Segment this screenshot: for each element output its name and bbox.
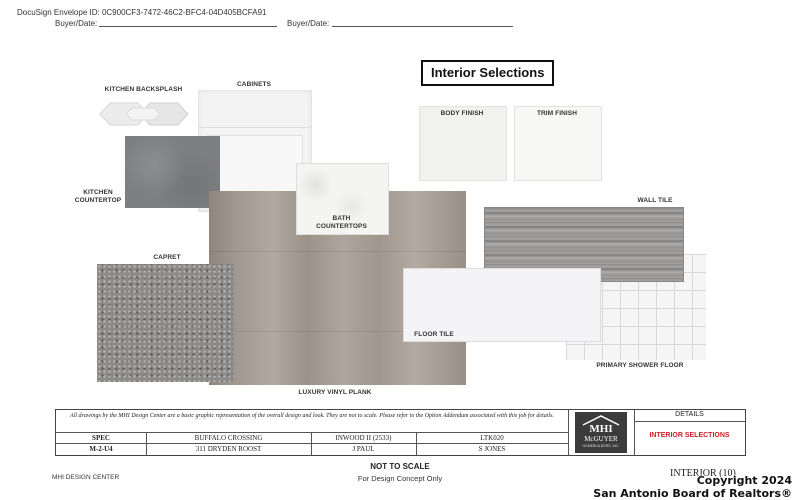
title-block xyxy=(55,409,746,456)
details-label: DETAILS xyxy=(675,411,704,418)
community-name: BUFFALO CROSSING xyxy=(194,434,263,442)
wall-tile-label: WALL TILE xyxy=(637,197,673,204)
lot-number: LTK020 xyxy=(480,434,504,442)
body-finish-label: BODY FINISH xyxy=(440,110,484,117)
footer-not-to-scale: NOT TO SCALE xyxy=(370,462,430,471)
bath-countertops-label-2: COUNTERTOPS xyxy=(316,223,367,230)
luxury-vinyl-plank-label: LUXURY VINYL PLANK xyxy=(298,389,372,396)
logo-tag-text: HOMEBUILDERS, INC. xyxy=(582,444,620,448)
address: 311 DRYDEN ROOST xyxy=(195,445,262,453)
person-2: S JONES xyxy=(478,445,506,453)
kitchen-countertop-label-1: KITCHEN xyxy=(83,189,113,196)
floor-tile-label: FLOOR TILE xyxy=(414,331,454,338)
disclaimer-text: All drawings by the MHI Design Center are a basic graphic representation of the overall design and look. They are not to scale. Please refer to the Option Addendum associated with this job for details. xyxy=(70,413,554,419)
footer-design-concept: For Design Concept Only xyxy=(357,474,443,483)
mhi-logo xyxy=(575,412,627,453)
carpet-label: CAPRET xyxy=(153,254,181,261)
copyright-watermark: Copyright 2024 xyxy=(696,474,792,487)
details-value: INTERIOR SELECTIONS xyxy=(649,432,730,439)
carpet-swatch xyxy=(97,264,234,382)
realtors-watermark: San Antonio Board of Realtors® xyxy=(593,487,792,500)
bath-countertops-label-1: BATH xyxy=(332,215,351,222)
buyer-date-label-2: Buyer/Date: xyxy=(287,19,330,28)
kitchen-countertop-swatch xyxy=(125,136,220,208)
plan-name: INWOOD II (2533) xyxy=(335,434,392,442)
footer-page-label: INTERIOR (10) xyxy=(670,468,736,479)
logo-main-text: MHI xyxy=(589,423,613,435)
buyer-date-line-1 xyxy=(99,26,277,27)
spec-code: M-2-U4 xyxy=(89,445,113,453)
primary-shower-floor-label: PRIMARY SHOWER FLOOR xyxy=(596,362,684,369)
cabinets-label: CABINETS xyxy=(236,81,272,88)
kitchen-backsplash-label: KITCHEN BACKSPLASH xyxy=(104,86,183,93)
page-title: Interior Selections xyxy=(421,60,554,86)
buyer-date-label-1: Buyer/Date: xyxy=(55,19,98,28)
person-1: J PAUL xyxy=(352,445,375,453)
logo-sub-text: McGUYER xyxy=(584,435,618,443)
footer-left: MHI DESIGN CENTER xyxy=(52,474,120,481)
trim-finish-label: TRIM FINISH xyxy=(536,110,578,117)
buyer-date-line-2 xyxy=(332,26,513,27)
kitchen-countertop-label-2: COUNTERTOP xyxy=(74,197,122,204)
spec-label: SPEC xyxy=(92,434,110,442)
kitchen-backsplash-swatch xyxy=(96,97,191,131)
envelope-id: DocuSign Envelope ID: 0C900CF3-7472-46C2-BFC4-04D405BCFA91 xyxy=(17,8,267,17)
